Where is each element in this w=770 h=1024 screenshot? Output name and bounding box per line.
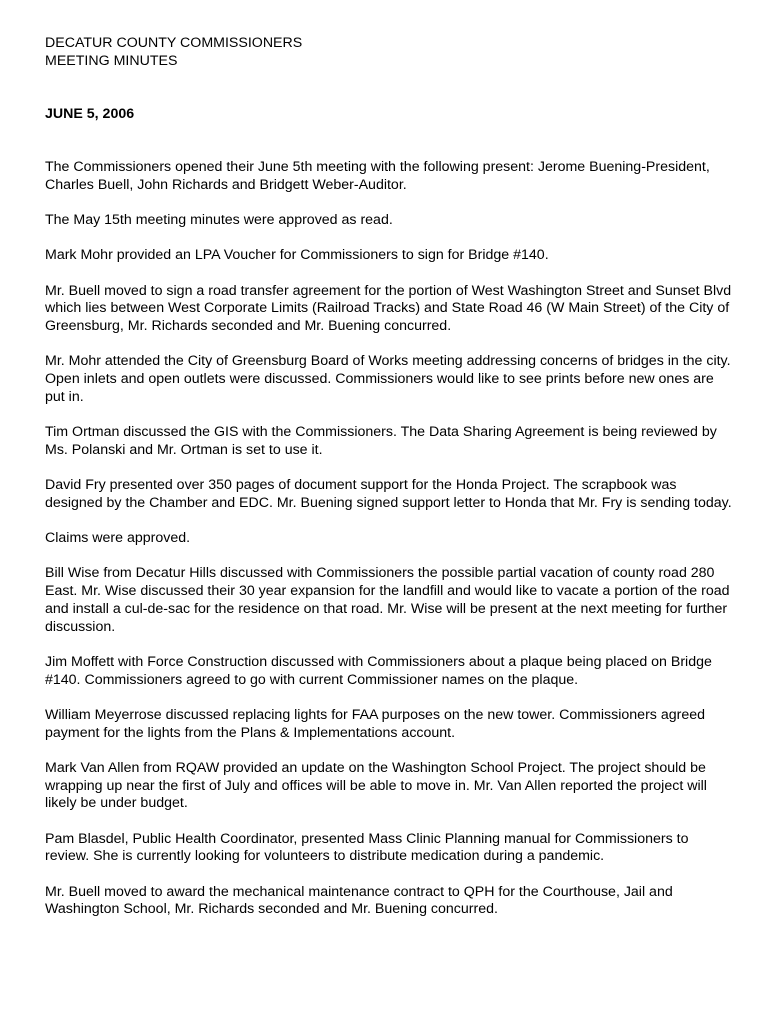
- meeting-date: JUNE 5, 2006: [45, 106, 135, 123]
- minutes-paragraph: Claims were approved.: [45, 530, 191, 547]
- header-title-line-1: DECATUR COUNTY COMMISSIONERS: [45, 35, 303, 51]
- minutes-paragraph: William Meyerrose discussed replacing lights for FAA purposes on the new tower. Commissioners agreed payment for the lights from the Plans & Implementations account.: [45, 706, 706, 741]
- minutes-paragraph: The Commissioners opened their June 5th meeting with the following present: Jerome Buening-President, Charles Buell, John Richards and Bridgett Weber-Auditor.: [45, 159, 710, 193]
- minutes-body: [45, 159, 735, 919]
- minutes-paragraph: David Fry presented over 350 pages of document support for the Honda Project. The scrapbook was designed by the Chamber and EDC. Mr. Buening signed support letter to Honda that Mr. Fry is sending today.: [45, 477, 732, 511]
- minutes-paragraph: Tim Ortman discussed the GIS with the Commissioners. The Data Sharing Agreement is being reviewed by Ms. Polanski and Mr. Ortman is set to use it.: [45, 424, 717, 458]
- minutes-paragraph: Mark Van Allen from RQAW provided an update on the Washington School Project. The project should be wrapping up near the first of July and offices will be able to move in. Mr. Van Allen reported the project will likely be under budget.: [45, 759, 707, 812]
- document-page: [45, 35, 735, 937]
- minutes-paragraph: Jim Moffett with Force Construction discussed with Commissioners about a plaque being placed on Bridge #140. Commissioners agreed to go with current Commissioner names on the plaque.: [45, 653, 712, 688]
- minutes-paragraph: The May 15th meeting minutes were approved as read.: [45, 212, 393, 229]
- minutes-paragraph: Mr. Buell moved to sign a road transfer agreement for the portion of West Washington Street and Sunset Blvd which lies between West Corporate Limits (Railroad Tracks) and State Road 46 (W Main Street) of the City of Greensburg, Mr. Richards seconded and Mr. Buening concurred.: [45, 282, 732, 335]
- minutes-paragraph: Bill Wise from Decatur Hills discussed with Commissioners the possible partial vacation of county road 280 East. Mr. Wise discussed their 30 year expansion for the landfill and would like to vacate a portion of the road and install a cul-de-sac for the residence on that road. Mr. Wise will be present at the next meeting for further discussion.: [45, 565, 730, 635]
- document-header: [45, 35, 735, 70]
- minutes-paragraph: Mark Mohr provided an LPA Voucher for Commissioners to sign for Bridge #140.: [45, 247, 549, 264]
- minutes-paragraph: Mr. Buell moved to award the mechanical maintenance contract to QPH for the Courthouse, Jail and Washington School, Mr. Richards seconded and Mr. Buening concurred.: [45, 883, 673, 918]
- minutes-paragraph: Pam Blasdel, Public Health Coordinator, presented Mass Clinic Planning manual for Commissioners to review. She is currently looking for volunteers to distribute medication during a pandemic.: [45, 830, 689, 865]
- minutes-paragraph: Mr. Mohr attended the City of Greensburg Board of Works meeting addressing concerns of bridges in the city. Open inlets and open outlets were discussed. Commissioners would like to see prints before new ones are put in.: [45, 353, 731, 405]
- header-title-line-2: MEETING MINUTES: [45, 52, 178, 69]
